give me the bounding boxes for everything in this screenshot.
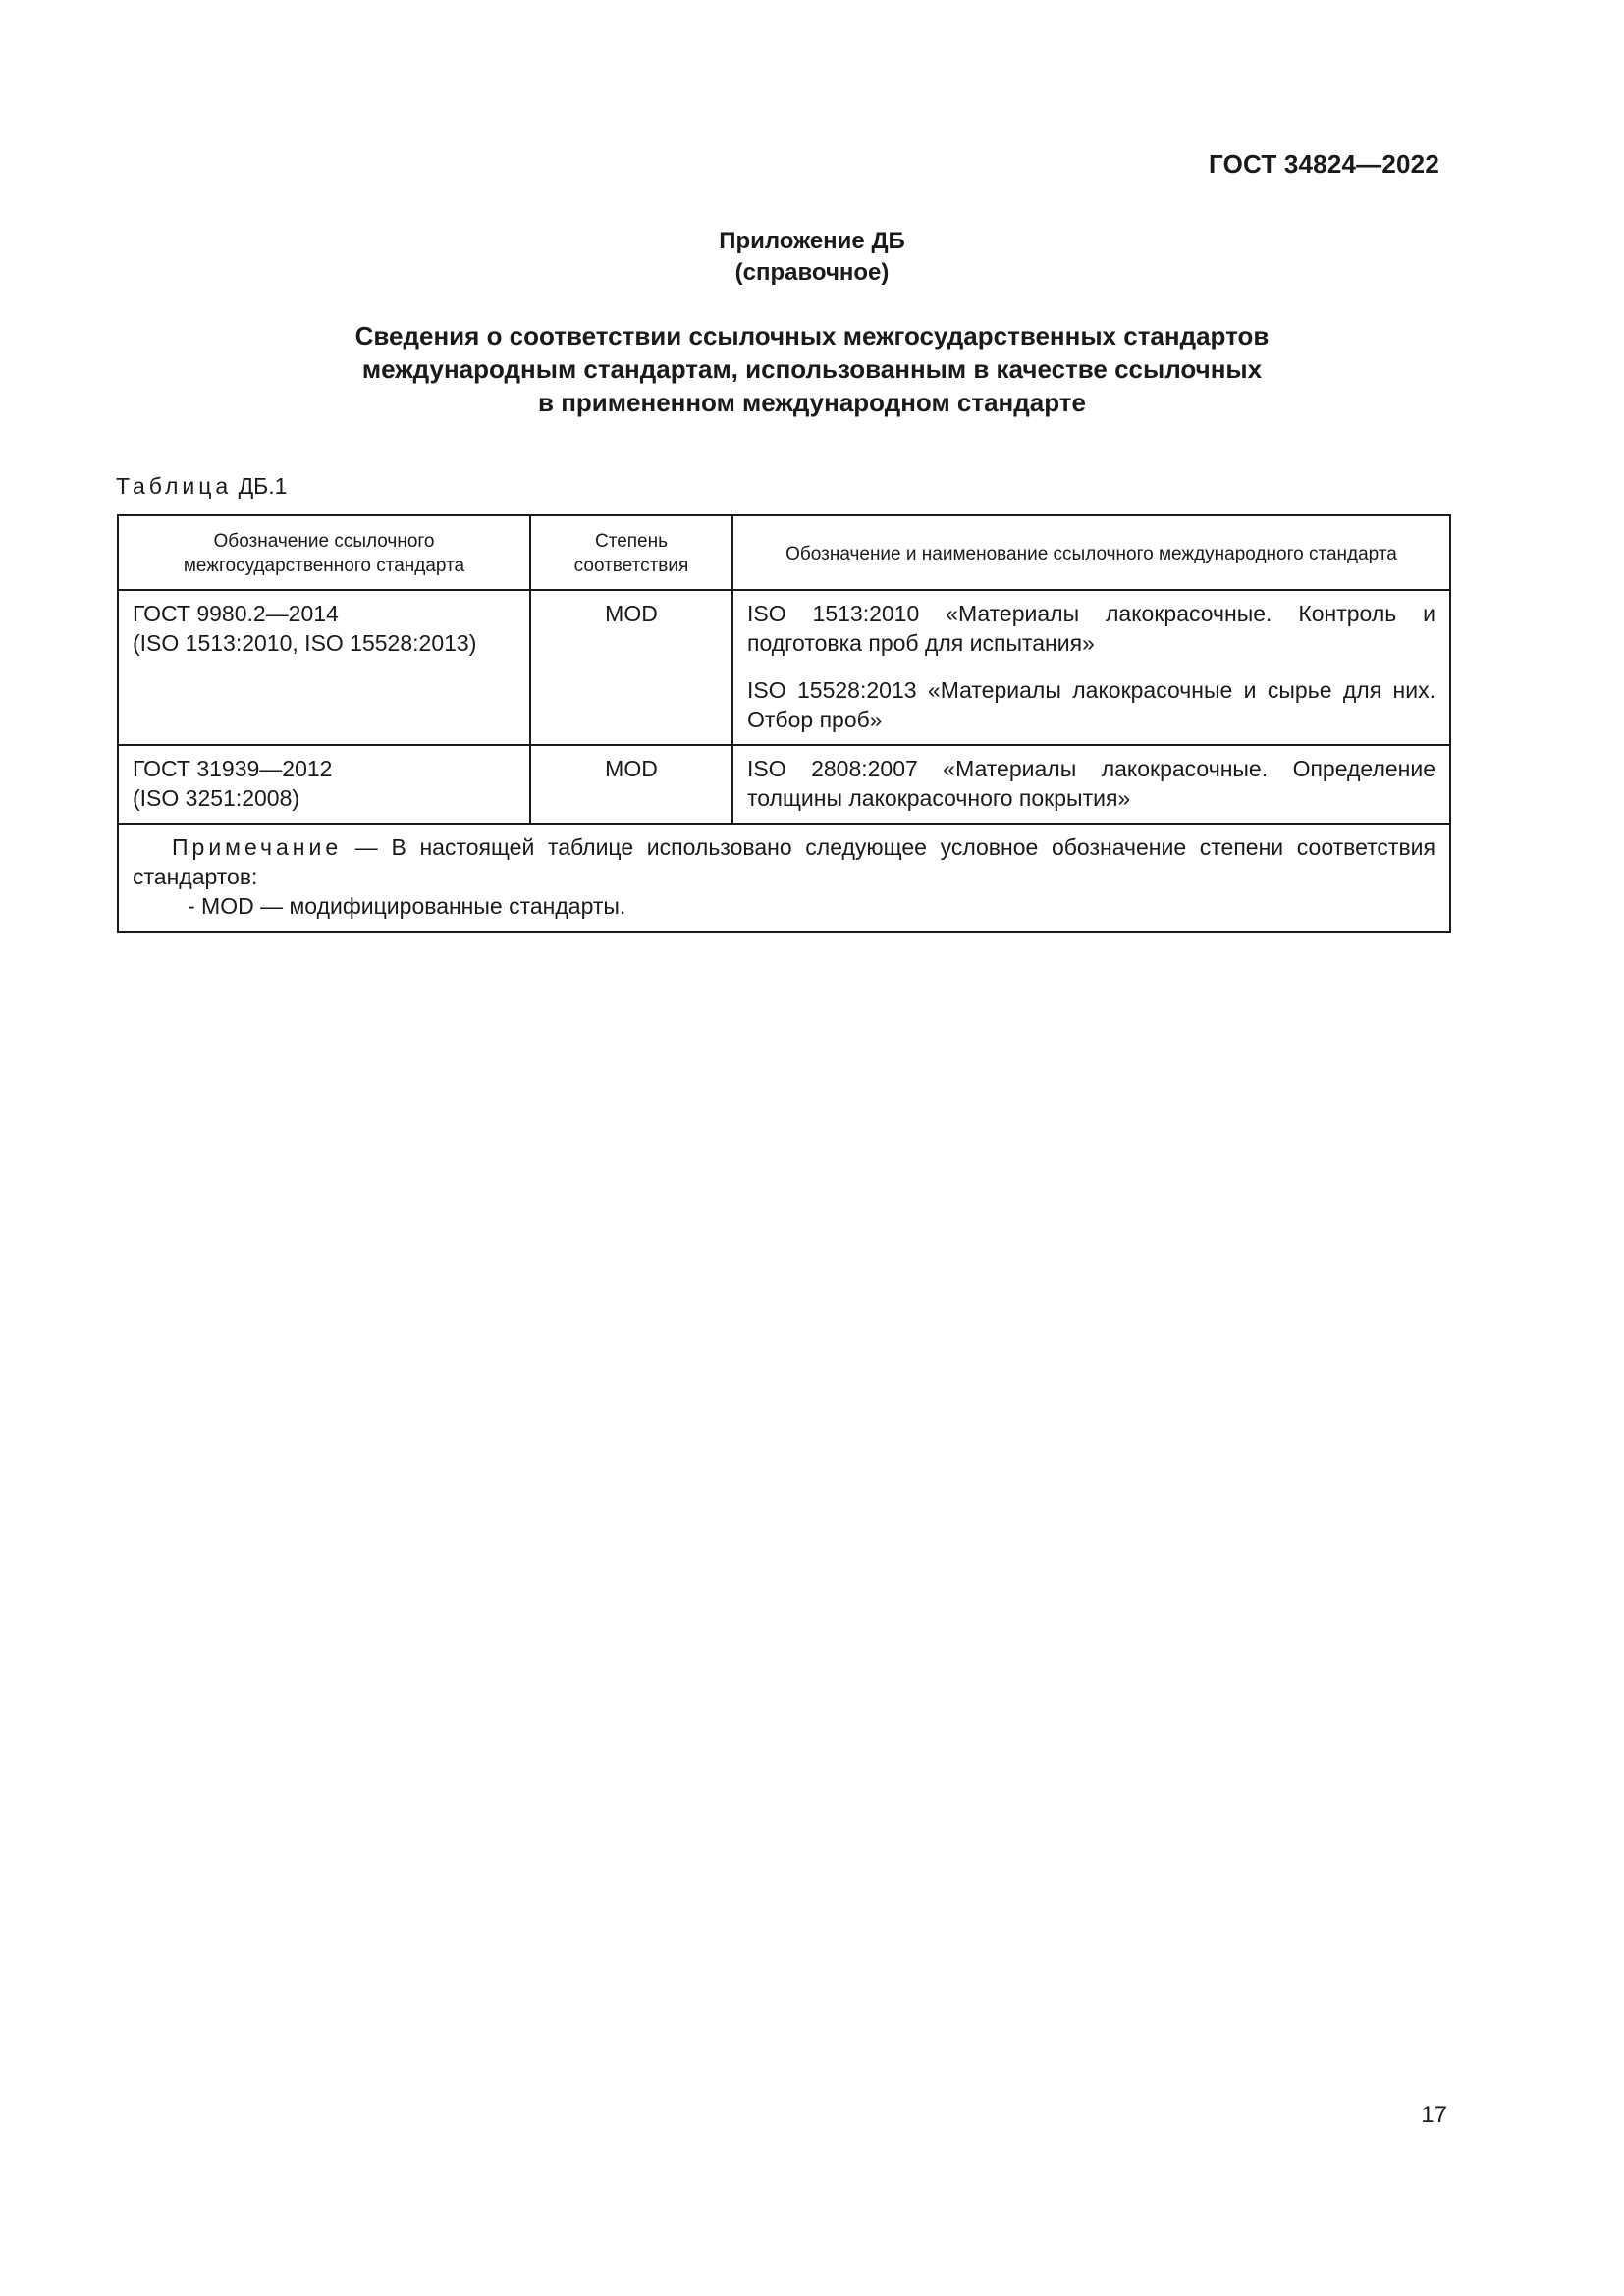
table-note-row [118,824,1450,932]
table-header-row [118,515,1450,590]
designation-line: (ISO 1513:2010, ISO 15528:2013) [133,630,477,656]
header-degree: Степень соответствия [530,515,732,590]
note-item: - MOD — модифицированные стандарты. [188,893,626,919]
designation-line: (ISO 3251:2008) [133,785,300,811]
designation-cell [118,590,530,745]
table-caption [116,473,287,500]
table-row [118,745,1450,824]
reference-standards-table [117,514,1451,933]
note-text [133,832,1435,891]
page-number: 17 [1421,2102,1447,2128]
table-note [118,824,1450,932]
annex-title-line: международным стандартам, использованным в качестве ссылочных [361,354,1263,384]
designation-cell [118,745,530,824]
degree-cell: MOD [530,590,732,745]
standard-designation-header: ГОСТ 34824—2022 [1209,149,1439,179]
international-standard-entry: ISO 1513:2010 «Материалы лакокрасочные. Контроль и подготовка проб для испытания» [747,601,1435,656]
annex-title-line: в примененном международном стандарте [538,388,1086,417]
designation-line: ГОСТ 31939—2012 [133,756,333,781]
annex-title-line: Сведения о соответствии ссылочных межгосударственных стандартов [354,321,1270,350]
annex-type: (справочное) [734,259,890,286]
annex-title [0,319,1624,419]
international-standard-entry: ISO 15528:2013 «Материалы лакокрасочные и сырье для них. Отбор проб» [747,677,1435,732]
international-standard-cell [732,745,1450,824]
designation-line: ГОСТ 9980.2—2014 [133,601,339,626]
annex-heading [0,226,1624,289]
header-designation: Обозначение ссылочного межгосударственного стандарта [118,515,530,590]
degree-cell: MOD [530,745,732,824]
note-body: — В настоящей таблице использовано следующее условное обозначение степени соответствия стандартов: [133,834,1435,889]
note-label: Примечание [172,834,343,860]
international-standard-entry: ISO 2808:2007 «Материалы лакокрасочные. Определение толщины лакокрасочного покрытия» [747,756,1435,811]
international-standard-cell [732,590,1450,745]
table-caption-number: ДБ.1 [238,473,288,499]
table-caption-label: Таблица [116,473,233,499]
table-row [118,590,1450,745]
annex-label: Приложение ДБ [719,228,905,254]
header-international-standard: Обозначение и наименование ссылочного международного стандарта [732,515,1450,590]
